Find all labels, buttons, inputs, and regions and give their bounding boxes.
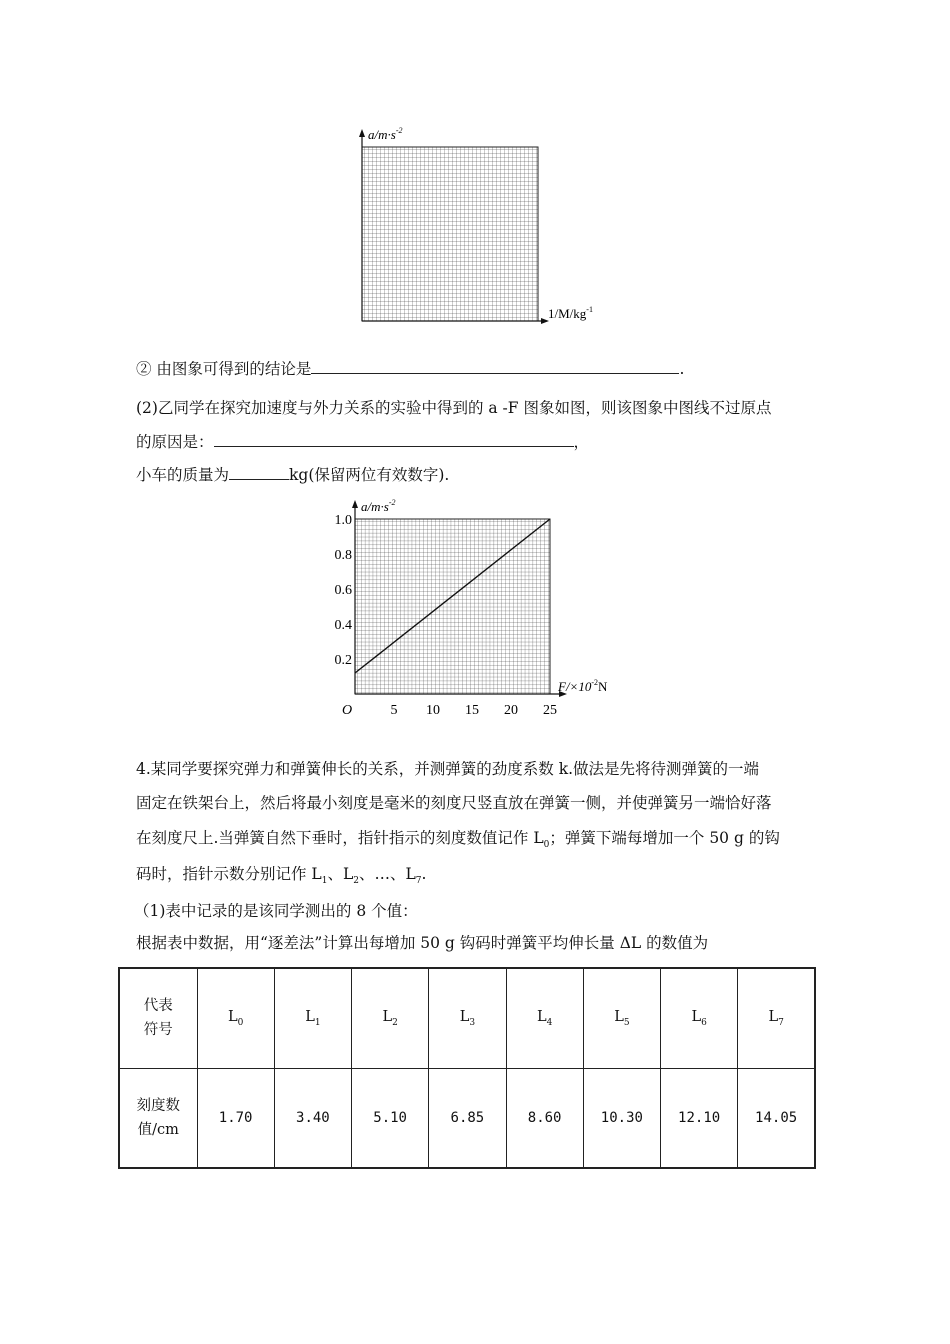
value-cell: 10.30 — [583, 1068, 660, 1168]
y-axis-label: $a/m\cdot s^{-2}$ — [368, 126, 403, 142]
value-cell: 3.40 — [274, 1068, 351, 1168]
y-axis-arrow-icon — [352, 500, 358, 508]
conclusion-question-text: ② 由图象可得到的结论是 — [136, 360, 312, 378]
x-tick-label: 20 — [504, 703, 518, 718]
x-tick-label: 15 — [465, 703, 479, 718]
answer-blank-mass[interactable] — [229, 464, 289, 480]
empty-grid-graph — [340, 125, 610, 325]
x-axis-label: $F/\times 10^{-2}N$ — [558, 678, 608, 694]
value-cell: 6.85 — [429, 1068, 506, 1168]
y-axis-arrow-icon — [359, 129, 365, 137]
answer-blank[interactable] — [311, 358, 679, 374]
x-tick-label: 10 — [426, 703, 440, 718]
table-header-row — [119, 968, 815, 1068]
x-tick-label: 25 — [543, 703, 557, 718]
q4-line6: 根据表中数据，用“逐差法”计算出每增加 50 g 钩码时弹簧平均伸长量 ΔL 的数值为 — [136, 934, 709, 952]
q4-line5: （1)表中记录的是该同学测出的 8 个值： — [134, 902, 418, 920]
origin-label: O — [342, 703, 353, 718]
measurement-table — [118, 967, 816, 1169]
y-axis-label: $a/m\cdot s^{-2}$ — [361, 498, 396, 514]
symbol-cell: $L_0$ — [197, 968, 274, 1068]
value-cell: 1.70 — [197, 1068, 274, 1168]
q2-line2: 的原因是： ， — [136, 433, 590, 451]
table-value-row — [119, 1068, 815, 1168]
symbol-cell: $L_4$ — [506, 968, 583, 1068]
a-f-chart — [322, 494, 632, 734]
row-label-symbol: 代表 符号 — [119, 968, 197, 1068]
q2-line3: 小车的质量为 kg(保留两位有效数字). — [136, 466, 450, 484]
row-label-value: 刻度数 值/cm — [119, 1068, 197, 1168]
symbol-cell: $L_6$ — [661, 968, 738, 1068]
x-axis-label: $1/M/kg^{-1}$ — [548, 305, 593, 321]
y-tick-label: 0.4 — [334, 618, 352, 633]
q2-line1: (2)乙同学在探究加速度与外力关系的实验中得到的 a -F 图象如图，则该图象中图线不过原点 — [136, 399, 772, 417]
symbol-cell: $L_5$ — [583, 968, 660, 1068]
x-tick-label: 5 — [390, 703, 398, 718]
symbol-cell: $L_7$ — [738, 968, 815, 1068]
q4-line1: 4.某同学要探究弹力和弹簧伸长的关系，并测弹簧的劲度系数 k.做法是先将待测弹簧的一端 — [136, 760, 760, 778]
y-tick-label: 0.6 — [334, 583, 352, 598]
value-cell: 14.05 — [738, 1068, 815, 1168]
value-cell: 5.10 — [352, 1068, 429, 1168]
q4-line3: 在刻度尺上.当弹簧自然下垂时，指针指示的刻度数值记作 $L_0$；弹簧下端每增加一个 50 g 的钩 — [136, 829, 780, 851]
value-cell: 8.60 — [506, 1068, 583, 1168]
symbol-cell: $L_3$ — [429, 968, 506, 1068]
symbol-cell: $L_1$ — [274, 968, 351, 1068]
y-tick-label: 1.0 — [334, 513, 352, 528]
q4-line4: 码时，指针示数分别记作 $L_1$、$L_2$、…、$L_7$. — [136, 865, 427, 887]
symbol-cell: $L_2$ — [352, 968, 429, 1068]
answer-blank-reason[interactable] — [214, 431, 574, 447]
value-cell: 12.10 — [661, 1068, 738, 1168]
y-tick-label: 0.8 — [334, 548, 352, 563]
conclusion-question: ② 由图象可得到的结论是 . — [136, 360, 685, 378]
q4-line2: 固定在铁架台上，然后将最小刻度是毫米的刻度尺竖直放在弹簧一侧，并使弹簧另一端恰好落 — [136, 794, 772, 812]
y-tick-label: 0.2 — [334, 653, 352, 668]
chart-grid — [355, 519, 550, 694]
